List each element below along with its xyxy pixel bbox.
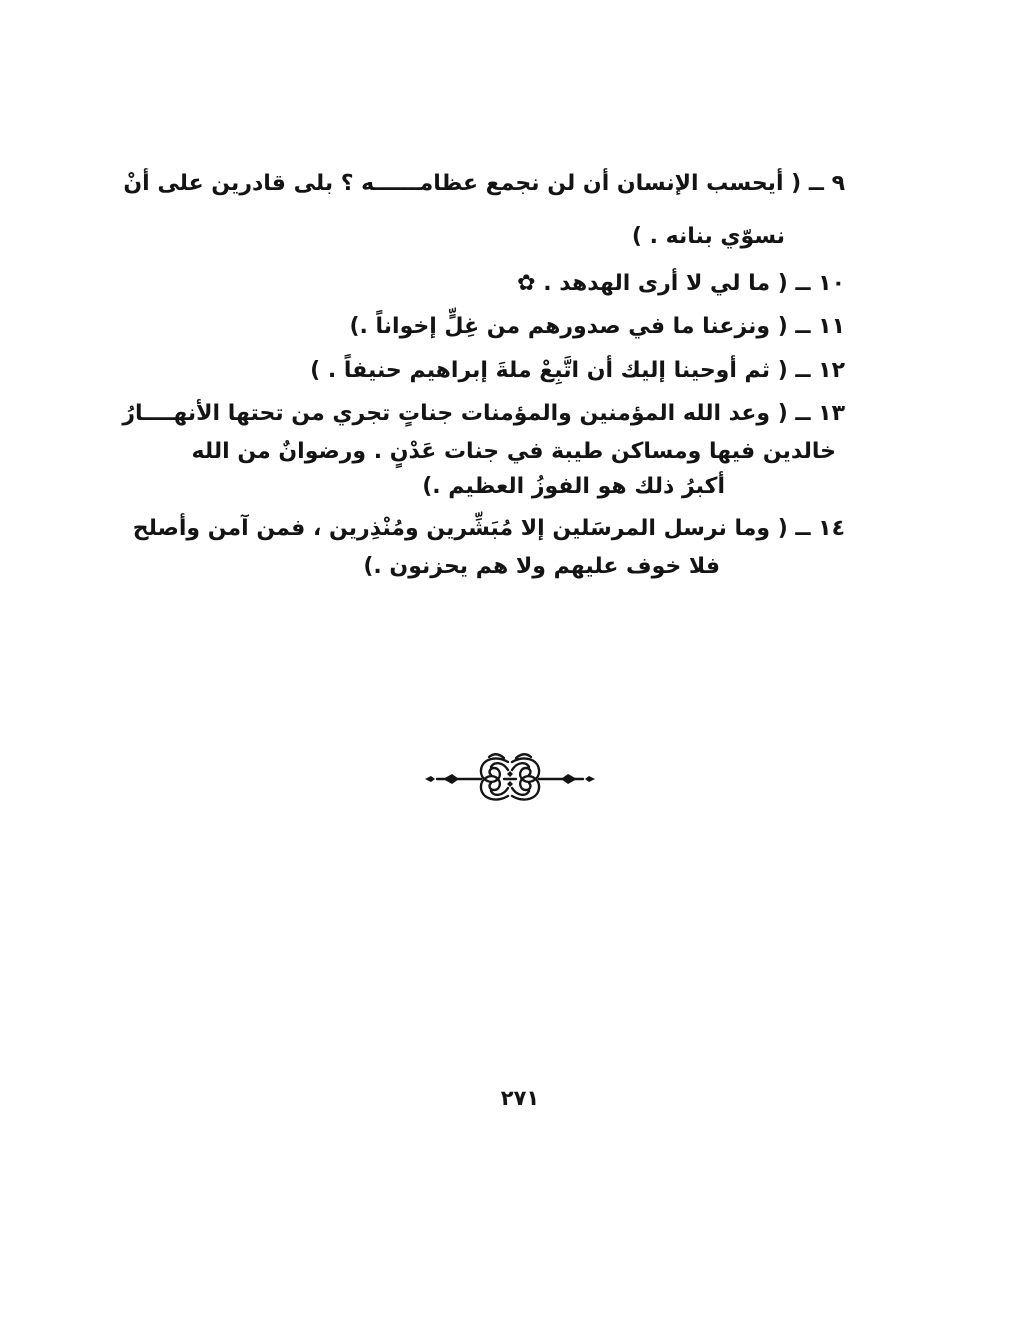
scroll-flourish-icon	[415, 748, 605, 810]
verse-14-line-1: ١٤ ــ ( وما نرسل المرسَلين إلا مُبَشِّرين ومُنْذِرين ، فمن آمن وأصلح	[132, 516, 845, 541]
verse-12-line-1: ١٢ ــ ( ثم أوحينا إليك أن اتَّبِعْ ملةَ إبراهيم حنيفاً . )	[310, 358, 845, 383]
page-number: ٢٧١	[500, 1086, 540, 1110]
verse-13-line-3: أكبرُ ذلك هو الفوزُ العظيم .)	[422, 474, 725, 499]
divider-ornament	[415, 748, 605, 810]
verse-14-line-2: فلا خوف عليهم ولا هم يحزنون .)	[363, 554, 720, 579]
verse-9-line-1: ٩ ــ ( أيحسب الإنسان أن لن نجمع عظامــــــه ؟ بلى قادرين على أنْ	[123, 171, 845, 196]
verse-10-line-1: ١٠ ــ ( ما لي لا أرى الهدهد . ✿	[517, 271, 845, 296]
verse-13-line-1: ١٣ ــ ( وعد الله المؤمنين والمؤمنات جناتٍ تجري من تحتها الأنهــــارُ	[122, 401, 845, 426]
verse-11-line-1: ١١ ــ ( ونزعنا ما في صدورهم من غِلٍّ إخواناً .)	[349, 314, 845, 339]
verse-13-line-2: خالدين فيها ومساكن طيبة في جنات عَدْنٍ . ورضوانٌ من الله	[191, 439, 836, 464]
verse-9-line-2: نسوّي بنانه . )	[631, 224, 785, 249]
